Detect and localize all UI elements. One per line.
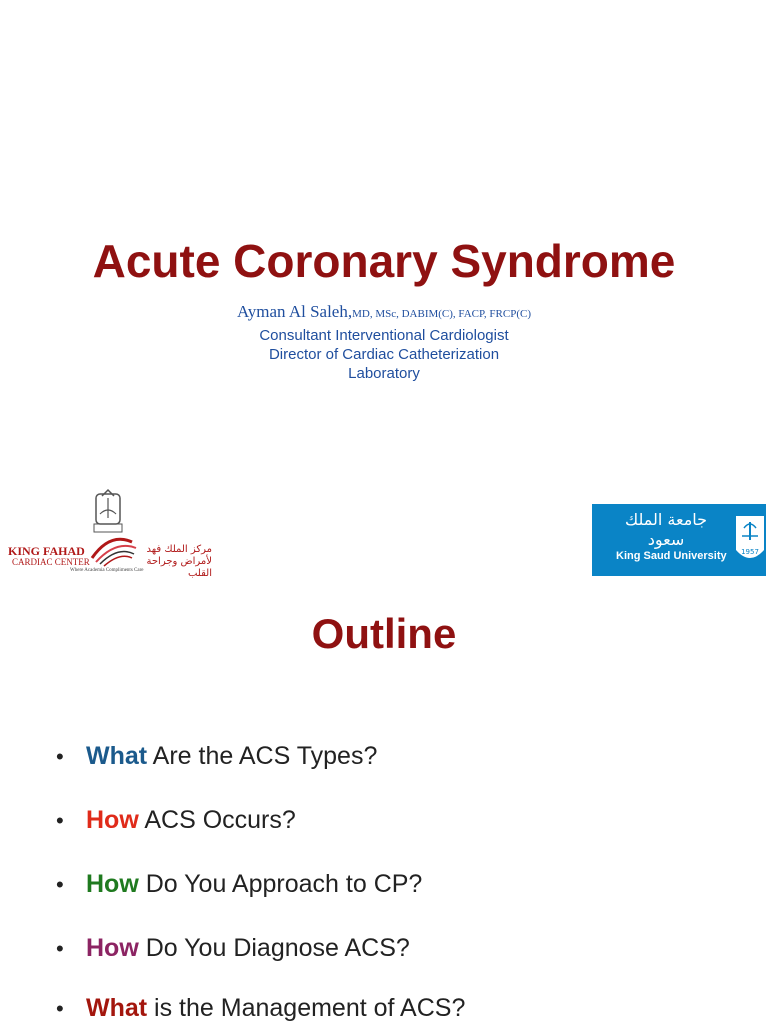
slide-title: Acute Coronary Syndrome [92,235,676,287]
outline-item-1 [56,740,377,773]
outline-item-2 [56,804,296,837]
outline-item-5 [56,992,465,1024]
kfcc-name-ar: مركز الملك فهد لأمراض وجراحة القلب [146,544,212,579]
bullet-icon: • [56,996,64,1021]
bullet-icon: • [56,744,64,769]
kfcc-name-en-1: KING FAHAD [8,544,85,558]
bullet-icon: • [56,936,64,961]
kfcc-name-en-2: CARDIAC CENTER [12,557,90,567]
bullet-icon: • [56,808,64,833]
ksu-year: 1957 [741,548,759,556]
author-name: Ayman Al Saleh, [237,302,353,321]
outline-keyword: What [86,742,148,770]
outline-text: is the Management of ACS? [147,994,466,1022]
kfcc-tagline: Where Academia Compliments Care [70,568,144,573]
author-role-line-3: Laboratory [348,365,420,382]
king-fahad-cardiac-center-logo [0,484,228,580]
outline-title: Outline [311,610,457,657]
outline-keyword: How [86,870,139,898]
ksu-emblem-icon [732,510,766,570]
outline-slide [0,590,768,1024]
author-credentials: MD, MSc, DABIM(C), FACP, FRCP(C) [352,308,531,320]
outline-item-3 [56,868,422,901]
outline-keyword: How [86,934,139,962]
outline-text: Do You Approach to CP? [138,870,423,898]
author-role-line-1: Consultant Interventional Cardiologist [259,327,509,344]
outline-text: ACS Occurs? [138,806,296,834]
outline-text: Do You Diagnose ACS? [138,934,410,962]
author-role-line-2: Director of Cardiac Catheterization [268,346,500,363]
outline-text: Are the ACS Types? [147,742,378,770]
author-name-line [0,300,768,326]
author-block [0,300,768,383]
ksu-name-en: King Saud University [616,550,727,562]
ksu-name-ar: جامعة الملك سعود [624,510,708,549]
outline-item-4 [56,932,410,965]
bullet-icon: • [56,872,64,897]
outline-keyword: What [86,994,148,1022]
outline-keyword: How [86,806,139,834]
king-saud-university-logo [592,504,766,576]
